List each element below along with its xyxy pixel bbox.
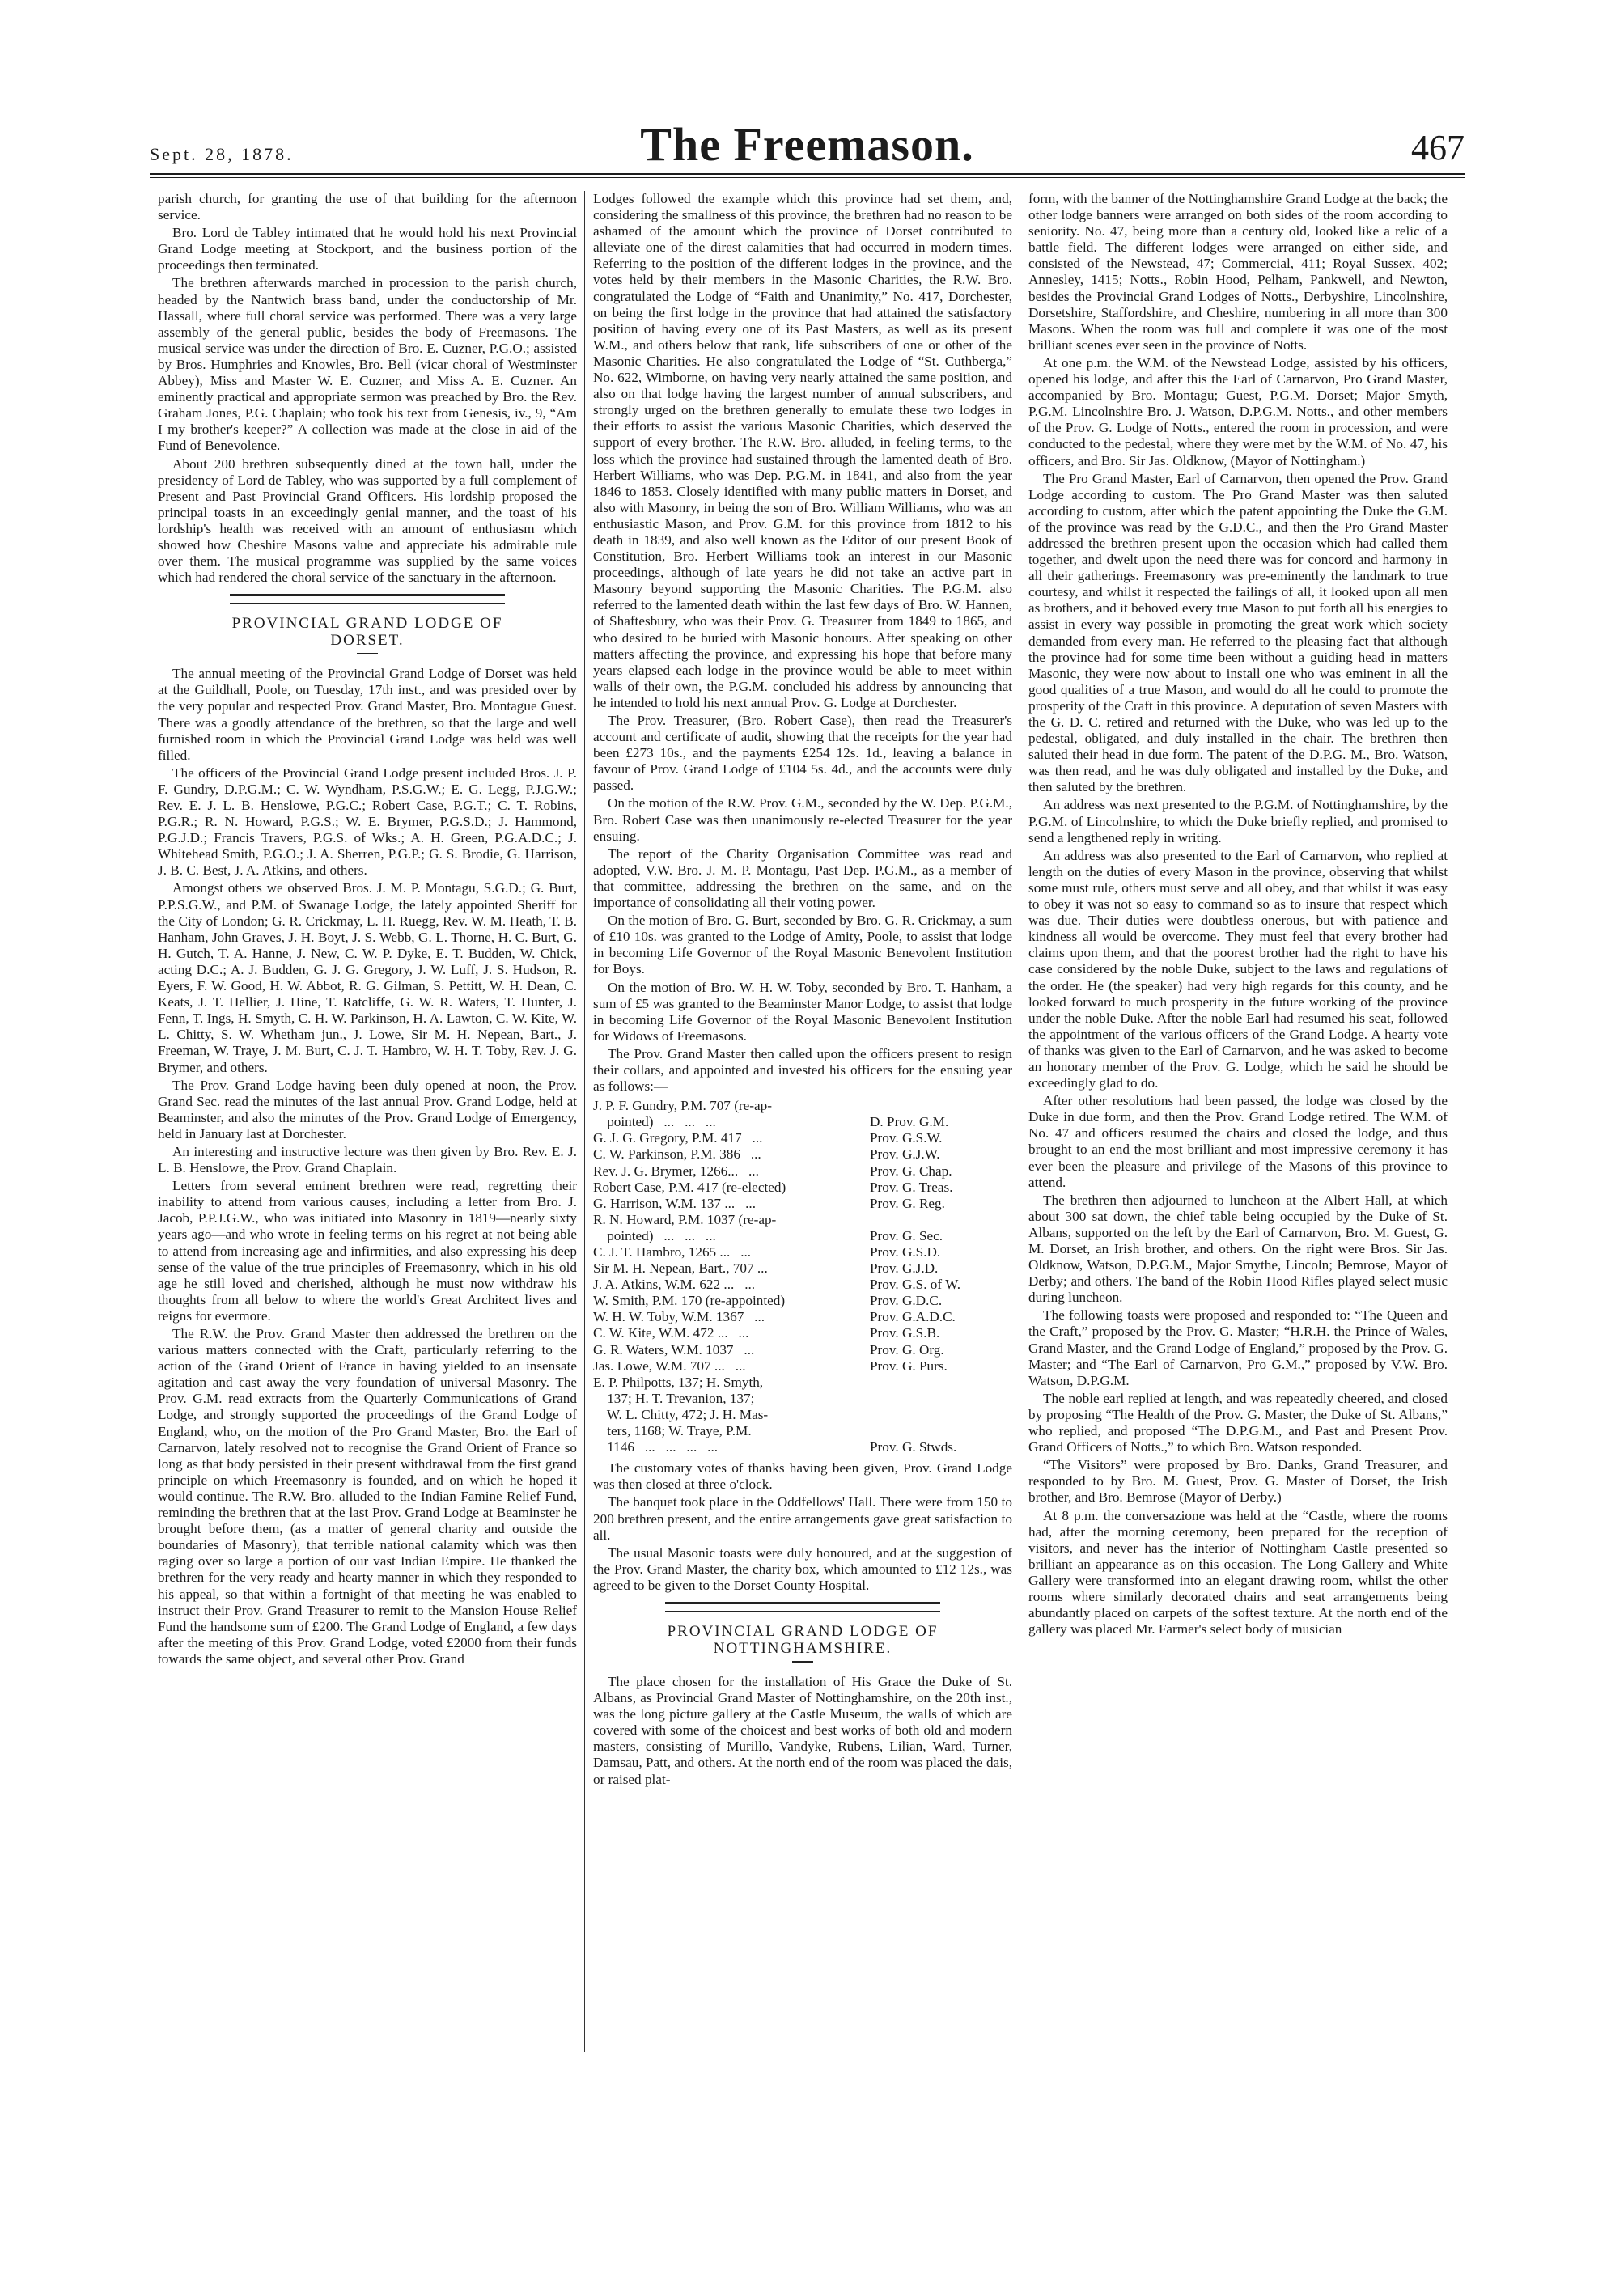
officer-row [593,1309,1012,1325]
officer-office: Prov. G.D.C. [870,1293,943,1309]
officer-name: G. R. Waters, W.M. 1037 ... [593,1341,755,1358]
heading-ornament [357,653,378,654]
officer-office: Prov. G. Chap. [870,1163,952,1179]
officer-name: ters, 1168; W. Traye, P.M. [593,1423,752,1439]
officer-row [593,1212,1012,1228]
section-heading-line: DORSET. [330,632,405,650]
officer-row [593,1130,1012,1146]
column-divider [584,191,585,2052]
masthead [150,113,1465,172]
article-paragraph: Amongst others we observed Bros. J. M. P. Montagu, S.G.D.; G. Burt, P.P.S.G.W., and P.M. of Swanage Lodge, the lately appointed Sheriff for the City of London; G. R. Crickmay, L. H. Ruegg, Rev. W. M. Heath, T. B. Hanham, John Graves, J. H. Boyt, J. S. Webb, G. L. Thorne, H. C. Burt, G. H. Gutch, T. A. Hanne, J. New, C. W. P. Dyke, E. T. Budden, W. Chick, acting D.C.; A. J. Budden, G. J. G. Gregory, J. W. Luff, J. S. Hudson, R. Eyers, F. W. Good, H. W. Abbot, R. G. Gilman, S. Pettitt, W. H. Dean, C. Keats, J. T. Hellier, J. Hine, T. Ratcliffe, G. W. R. Waters, T. Hunter, J. Fenn, T. Ings, H. Smyth, C. H. W. Parkinson, H. A. Lawton, C. W. Kite, W. L. Chitty, S. W. Whetham jun., J. Lowe, Sir M. H. Nepean, Bart., J. Freeman, W. Traye, J. M. Burt, C. J. T. Hambro, W. H. T. Toby, Rev. J. G. Brymer, and others. [158,880,577,1075]
officer-row [593,1098,1012,1114]
officer-office [870,1375,1012,1391]
article-paragraph: Lodges followed the example which this province had set them, and, considering the smallness of this province, the brethren had no reason to be ashamed of the amount which the province of Dorset contributed to alleviate one of the direst calamities that had occurred in modern times. Referring to the position of the different lodges in the province, and the votes held by their members in the Masonic Charities, the R.W. Bro. congratulated the Lodge of “Faith and Unanimity,” No. 417, Dorchester, on being the first lodge in the province that had attained the satisfactory position of having every one of its Past Masters, as well as its present W.M., and others below that rank, life subscribers of one or other of the Masonic Charities. He also congratulated the Lodge of “St. Cuthberga,” No. 622, Wimborne, on having very nearly attained the same position, and also on that lodge having the largest number of annual subscribers, and strongly urged on the brethren generally to emulate these two lodges in their efforts to assist the various Masonic Charities, which deserved the support of every brother. The R.W. Bro. alluded, in feeling terms, to the loss which the province had sustained through the lamented death of Bro. Herbert Williams, who was Dep. P.G.M. in 1841, and also from the year 1846 to 1853. Closely identified with many public matters in Dorset, and also with Masonry, in being the son of Bro. William Williams, who was an enthusiastic Mason, and Prov. G.M. for this province from 1812 to his death in 1839, and also well known as the Editor of our present Book of Constitution, Bro. Herbert Williams took an interest in our Masonic proceedings, although of late years he did not take an active part in Masonry beyond supporting the Masonic Charities. The P.G.M. also referred to the lamented death within the last few days of Bro. W. Hannen, of Shaftesbury, who was their Prov. G. Treasurer from 1849 to 1865, and who desired to be buried with Masonic honours. After speaking on other matters affecting the province, and expressing his hope that before many years elapsed each lodge in the province would be able to meet within walls of their own, the P.G.M. concluded his address by announcing that he intended to hold his next annual Prov. G. Lodge at Dorchester. [593,191,1012,710]
officer-office [870,1423,1012,1439]
article-paragraph: About 200 brethren subsequently dined at the town hall, under the presidency of Lord de Tabley, who was supported by a full complement of Present and Past Provincial Grand Officers. His lordship proposed the principal toasts in an exceedingly genial manner, and the toast of his lordship's health was received with an amount of enthusiasm which showed how Cheshire Masons value and appreciate his admirable rule over them. The musical programme was supplied by the same voices which had rendered the choral service of the sanctuary in the afternoon. [158,455,577,586]
article-paragraph: The usual Masonic toasts were duly honoured, and at the suggestion of the Prov. Grand Master, the charity box, which amounted to £12 12s., was agreed to be given to the Dorset County Hospital. [593,1544,1012,1593]
officer-office: Prov. G.J.D. [870,1260,939,1277]
officer-office: Prov. G. Stwds. [870,1439,957,1455]
officer-name: pointed) ... ... ... [593,1114,716,1130]
article-paragraph: The customary votes of thanks having been given, Prov. Grand Lodge was then closed at three o'clock. [593,1460,1012,1493]
officer-office [870,1407,1012,1423]
article-paragraph: The place chosen for the installation of His Grace the Duke of St. Albans, as Provincial Grand Master of Nottinghamshire, on the 20th inst., was the long picture gallery at the Castle Museum, the walls of which are covered with some of the choicest and best works of both old and modern masters, consisting of Murillo, Vandyke, Rubens, Lilian, Ward, Turner, Damsau, Patt, and others. At the north end of the room was placed the dais, or raised plat- [593,1673,1012,1787]
officer-name: C. W. Parkinson, P.M. 386 ... [593,1146,761,1163]
officer-office: Prov. G.S.D. [870,1244,941,1260]
section-heading [158,594,577,654]
officer-row [593,1439,1012,1455]
article-paragraph: The Prov. Treasurer, (Bro. Robert Case), then read the Treasurer's account and certificate of audit, showing that the receipts for the year had been £273 10s., and the payments £254 12s. 1d., leaving a balance in favour of Prov. Grand Lodge of £104 5s. 4d., and the accounts were duly passed. [593,713,1012,794]
officer-office: Prov. G.S. of W. [870,1277,961,1293]
officers-list [593,1098,1012,1455]
officer-office [870,1391,1012,1407]
officer-name: W. L. Chitty, 472; J. H. Mas- [593,1406,769,1422]
officer-name: Robert Case, P.M. 417 (re-elected) [593,1179,786,1195]
officer-office: Prov. G.A.D.C. [870,1309,956,1325]
column-1 [158,191,577,2262]
masthead-rule-bottom [150,177,1465,178]
officer-name: pointed) ... ... ... [593,1227,716,1243]
officer-office [870,1212,1012,1228]
officer-row [593,1293,1012,1309]
officer-name: E. P. Philpotts, 137; H. Smyth, [593,1374,764,1390]
article-paragraph: An address was also presented to the Earl of Carnarvon, who replied at length on the duties of every Mason in the province, observing that whilst some must rule, others must serve and all obey, and that whilst it was easy to obey it was not so easy to command so as to insure that respect which was due. Their duties were doubtless onerous, but with patience and kindness all would be overcome. They must feel that every brother had claims upon them, and that the poorest brother had the right to have his case considered by the noble Duke, subject to the laws and regulations of the order. He (the speaker) had very high regards for this county, and he looked forward to much prosperity in the future working of the province under the noble Duke. After the noble Earl had resumed his seat, followed the appointment of the various officers of the Grand Lodge. A hearty vote of thanks was given to the Earl of Carnarvon, and he was asked to become an honorary member of the Prov. G. Lodge, which he said he should be exceedingly glad to do. [1028,847,1448,1091]
officer-row [593,1358,1012,1375]
article-paragraph: parish church, for granting the use of that building for the afternoon service. [158,191,577,223]
heading-rule [230,594,505,604]
officer-name: J. P. F. Gundry, P.M. 707 (re-ap- [593,1098,772,1114]
article-paragraph: form, with the banner of the Nottinghamshire Grand Lodge at the back; the other lodge banners were arranged on both sides of the room according to seniority. No. 47, being more than a century old, looked like a relic of a battle field. The different lodges were arranged on either side, and consisted of the Newstead, 47; Commercial, 411; Royal Sussex, 402; Annesley, 1415; Notts., Robin Hood, Pelham, Pankwell, and Newton, besides the Provincial Grand Lodges of Notts., Derbyshire, Lincolnshire, Dorsetshire, Staffordshire, and Cheshire, numbering in all more than 300 Masons. When the room was full and complete it was one of the most brilliant scenes ever seen in the province of Notts. [1028,191,1448,353]
article-paragraph: The banquet took place in the Oddfellows' Hall. There were from 150 to 200 brethren present, and the entire arrangements gave great satisfaction to all. [593,1494,1012,1543]
officer-name: Sir M. H. Nepean, Bart., 707 ... [593,1260,768,1277]
article-paragraph: The R.W. the Prov. Grand Master then addressed the brethren on the various matters connected with the Craft, particularly referring to the action of the Grand Orient of France in having yielded to an insensate agitation and cast away the very foundation of universal Masonry. The Prov. G.M. read extracts from the Quarterly Communications of Grand Lodge, and strongly supported the proceedings of the Grand Lodge of England, who, on the motion of the Pro Grand Master, Bro. the Earl of Carnarvon, lately resolved not to recognise the Grand Orient of France so long as that body persisted in their present withdrawal from the first grand principle on which Freemasonry is founded, and on which he hoped it would continue. The R.W. Bro. alluded to the Indian Famine Relief Fund, reminding the brethren that at the last Prov. Grand Lodge at Beaminster he brought before them, (as a matter of general charity and outside the boundaries of Masonry), that terrible national calamity which was then raging over so large a portion of our vast Indian Empire. He thanked the brethren for the very ready and hearty manner in which they responded to his appeal, so that within a fortnight of that meeting he was enabled to instruct their Prov. Grand Treasurer to remit to the Mansion House Relief Fund the handsome sum of £200. The Grand Lodge of England, a few days after the meeting of this Prov. Grand Lodge, voted £2000 from their funds towards the same object, and several other Prov. Grand [158,1326,577,1667]
officer-office: Prov. G.J.W. [870,1146,940,1163]
officer-row [593,1407,1012,1423]
article-paragraph: After other resolutions had been passed, the lodge was closed by the Duke in due form, and then the Prov. Grand Lodge retired. The W.M. of No. 47 and officers resumed the chairs and closed the lodge, and thus brought to an end the most brilliant and most impressive ceremony it has ever been the pleasure and privilege of the Masons of this province to attend. [1028,1093,1448,1190]
article-paragraph: The following toasts were proposed and responded to: “The Queen and the Craft,” proposed by the Prov. G. Master; “H.R.H. the Prince of Wales, Grand Master, and the Grand Lodge of England,” proposed by the Prov. G. Master; and “The Earl of Carnarvon, Pro G.M.,” proposed by V.W. Bro. Watson, D.P.G.M. [1028,1307,1448,1388]
officer-office: Prov. G.S.W. [870,1130,943,1146]
article-paragraph: On the motion of the R.W. Prov. G.M., seconded by the W. Dep. P.G.M., Bro. Robert Case was then unanimously re-elected Treasurer for the year ensuing. [593,795,1012,844]
officer-row [593,1244,1012,1260]
officer-name: 137; H. T. Trevanion, 137; [593,1390,755,1406]
article-paragraph: The annual meeting of the Provincial Grand Lodge of Dorset was held at the Guildhall, Poole, on Tuesday, 17th inst., and was presided over by the very popular and respected Prov. Grand Master, Bro. Montague Guest. There was a goodly attendance of the brethren, so that the large and well furnished room in which the Provincial Grand Lodge was held was well filled. [158,666,577,763]
officer-office [870,1098,1012,1114]
officer-name: W. Smith, P.M. 170 (re-appointed) [593,1293,786,1309]
article-paragraph: The brethren afterwards marched in procession to the parish church, headed by the Nantwich brass band, under the conductorship of Mr. Hassall, where full choral service was performed. There was a very large assembly of the general public, besides the body of Freemasons. The musical service was under the direction of Bro. E. Cuzner, P.G.O.; assisted by Bros. Humphries and Knowles, Bro. Bell (vicar choral of Westminster Abbey), Miss and Master W. E. Cuzner, and Miss A. E. Cuzner. An eminently practical and appropriate sermon was preached by Bro. the Rev. Graham Jones, P.G. Chaplain; who took his text from Genesis, iv., 9, “Am I my brother's keeper?” A collection was made at the close in aid of the Fund of Benevolence. [158,275,577,454]
officer-name: 1146 ... ... ... ... [593,1439,719,1455]
officer-name: C. W. Kite, W.M. 472 ... ... [593,1325,749,1341]
officer-row [593,1342,1012,1358]
article-paragraph: Letters from several eminent brethren were read, regretting their inability to attend from various causes, including a letter from Bro. J. Jacob, P.P.J.G.W., who was initiated into Masonry in 1819—nearly sixty years ago—and who wrote in feeling terms on his regret at not being able to attend from increasing age and infirmities, and also expressing his deep sense of the value of the true principles of Freemasonry, which in his old age he still loved and cherished, although he must now withdraw his thoughts from all below to where the world's Great Architect lives and reigns for evermore. [158,1178,577,1324]
officer-office: Prov. G. Reg. [870,1195,945,1211]
officer-row [593,1391,1012,1407]
officer-name: Jas. Lowe, W.M. 707 ... ... [593,1358,746,1374]
masthead-rule-top [150,173,1465,175]
heading-ornament [792,1661,813,1663]
article-paragraph: On the motion of Bro. W. H. W. Toby, seconded by Bro. T. Hanham, a sum of £5 was granted to the Beaminster Manor Lodge, to assist that lodge in becoming Life Governor of the Royal Masonic Benevolent Institution for Widows of Freemasons. [593,979,1012,1044]
newspaper-title: The Freemason. [640,118,974,171]
article-paragraph: At one p.m. the W.M. of the Newstead Lodge, assisted by his officers, opened his lodge, and after this the Earl of Carnarvon, Pro Grand Master, accompanied by Bro. Montagu; Guest, P.G.M. Dorset; Major Smyth, P.G.M. Lincolnshire Bro. J. Watson, D.P.G.M. Notts., and other members of the Prov. G. Lodge of Notts., entered the room in procession, and were conducted to the pedestal, where they were met by the W.M. of No. 47, his officers, and Bro. Sir Jas. Oldknow, (Mayor of Nottingham.) [1028,354,1448,468]
article-paragraph: Bro. Lord de Tabley intimated that he would hold his next Provincial Grand Lodge meeting at Stockport, and the business portion of the proceedings then terminated. [158,225,577,273]
officer-name: R. N. Howard, P.M. 1037 (re-ap- [593,1211,777,1227]
article-paragraph: The Prov. Grand Master then called upon the officers present to resign their collars, and appointed and invested his officers for the ensuing year as follows:— [593,1045,1012,1095]
officer-row [593,1146,1012,1163]
officer-name: J. A. Atkins, W.M. 622 ... ... [593,1277,756,1293]
officer-row [593,1375,1012,1391]
officer-row [593,1423,1012,1439]
article-paragraph: “The Visitors” were proposed by Bro. Danks, Grand Treasurer, and responded to by Bro. M. Guest, Prov. G. Master of Dorset, the Irish brother, and Bro. Bemrose (Mayor of Derby.) [1028,1457,1448,1506]
officer-row [593,1196,1012,1212]
officer-office: Prov. G. Org. [870,1341,944,1358]
column-2 [593,191,1012,2262]
column-3 [1028,191,1448,2262]
officer-office: Prov. G. Purs. [870,1358,948,1374]
heading-rule [665,1602,940,1612]
article-paragraph: The Prov. Grand Lodge having been duly opened at noon, the Prov. Grand Sec. read the minutes of the last annual Prov. Grand Lodge, held at Beaminster, and also the minutes of the Prov. Grand Lodge of Emergency, held in January last at Dorchester. [158,1077,577,1142]
article-paragraph: The report of the Charity Organisation Committee was read and adopted, V.W. Bro. J. M. P. Montagu, Past Dep. P.G.M., as a member of that committee, addressing the brethren on the same, and on the importance of consolidating all their voting power. [593,845,1012,911]
officer-office: Prov. G.S.B. [870,1325,940,1341]
officer-row [593,1277,1012,1293]
officer-office: Prov. G. Treas. [870,1179,953,1195]
officer-row [593,1114,1012,1130]
article-paragraph: An address was next presented to the P.G.M. of Nottinghamshire, by the P.G.M. of Lincolnshire, to which the Duke briefly replied, and promised to send a lengthened reply in writing. [1028,797,1448,845]
officer-row [593,1228,1012,1244]
officer-name: G. J. G. Gregory, P.M. 417 ... [593,1130,763,1146]
officer-name: G. Harrison, W.M. 137 ... ... [593,1195,756,1211]
section-heading [593,1602,1012,1663]
article-paragraph: At 8 p.m. the conversazione was held at the “Castle, where the rooms had, after the morning ceremony, been prepared for the reception of visitors, and never has the interior of Nottingham Castle presented so brilliant an appearance as on this occasion. The Long Gallery and White Gallery were transformed into an elegant drawing room, whilst the other rooms where similarly decorated chairs and seat arrangements being abundantly placed on carpets of the softest texture. At the north end of the gallery was placed Mr. Farmer's select body of musician [1028,1507,1448,1637]
article-paragraph: On the motion of Bro. G. Burt, seconded by Bro. G. R. Crickmay, a sum of £10 10s. was granted to the Lodge of Amity, Poole, to assist that lodge in becoming Life Governor of the Royal Masonic Benevolent Institution for Boys. [593,913,1012,977]
article-paragraph: The brethren then adjourned to luncheon at the Albert Hall, at which about 300 sat down, the chief table being occupied by the Duke of St. Albans, supported on the left by the Earl of Carnarvon, Bro. M. Guest, G. M. Dorset, an Irish brother, and others. On the right were Bros. Sir Jas. Oldknow, Watson, D.P.G.M., Major Smythe, Lincoln; Bemrose, Mayor of Derby; and others. The band of the Robin Hood Rifles played select music during luncheon. [1028,1192,1448,1306]
article-paragraph: An interesting and instructive lecture was then given by Bro. Rev. E. J. L. B. Henslowe, the Prov. Grand Chaplain. [158,1143,577,1176]
officer-row [593,1163,1012,1180]
section-heading-line: NOTTINGHAMSHIRE. [713,1639,892,1657]
section-heading-line: PROVINCIAL GRAND LODGE OF [667,1622,939,1640]
officer-row [593,1325,1012,1341]
officer-row [593,1260,1012,1277]
article-paragraph: The Pro Grand Master, Earl of Carnarvon, then opened the Prov. Grand Lodge according to custom. The Pro Grand Master was then saluted according to custom, after which the patent appointing the Duke the G.M. of the province was read by the G.D.C., and then the Pro Grand Master addressed the brethren present upon the occasion which had called them together, and dwelt upon the need there was for concord and harmony in all their gatherings. Freemasonry was pre-eminently the landmark to true courtesy, and whilst it respected the failings of all, it looked upon all men as brothers, and it behoved every true Mason to put forth all his energies to assist in every way possible in promoting the great work which society demanded from every man. He referred to the pleasing fact that although the province had for some time been without a guiding head in matters Masonic, they were now about to install one who was eminent in all the good qualities of a true Mason, and would do all he could to promote the prosperity of the Craft in this province. A deputation of seven Masters with the G. D. C. retired and returned with the Duke, who was led up to the pedestal, obligated, and duly installed in the chair. The brethren then saluted their head in due form. The patent of the D.P.G. M., Bro. Watson, was then read, and he was duly obligated and installed by the Duke, and then saluted by the brethren. [1028,470,1448,795]
section-heading-line: PROVINCIAL GRAND LODGE OF [231,615,503,633]
article-paragraph: The officers of the Provincial Grand Lodge present included Bros. J. P. F. Gundry, D.P.G.M.; C. W. Wyndham, P.S.G.W.; E. G. Legg, P.J.G.W.; Rev. E. J. L. B. Henslowe, P.G.C.; Robert Case, P.G.T.; C. T. Robins, P.G.R.; R. N. Howard, P.G.S.; W. E. Brymer, P.G.S.D.; J. Hammond, P.G.J.D.; Francis Travers, P.G.S. of Wks.; A. H. Green, P.G.A.D.C.; J. Whitehead Smith, P.G.O.; J. A. Sherren, P.G.P.; G. S. Brodie, G. Harrison, J. B. C. Best, J. A. Atkins, and others. [158,765,577,879]
issue-date: Sept. 28, 1878. [150,144,294,164]
officer-office: D. Prov. G.M. [870,1114,949,1130]
page-number: 467 [1411,128,1465,167]
officer-name: W. H. W. Toby, W.M. 1367 ... [593,1309,765,1325]
article-paragraph: The noble earl replied at length, and was repeatedly cheered, and closed by proposing “The Health of the Prov. G. Master, the Duke of St. Albans,” who replied, and proposed “The D.P.G.M., and Past and Present Prov. Grand Officers of Notts.,” to which Bro. Watson responded. [1028,1390,1448,1455]
officer-office: Prov. G. Sec. [870,1227,943,1243]
officer-name: C. J. T. Hambro, 1265 ... ... [593,1244,752,1260]
officer-row [593,1180,1012,1196]
officer-name: Rev. J. G. Brymer, 1266... ... [593,1163,759,1179]
